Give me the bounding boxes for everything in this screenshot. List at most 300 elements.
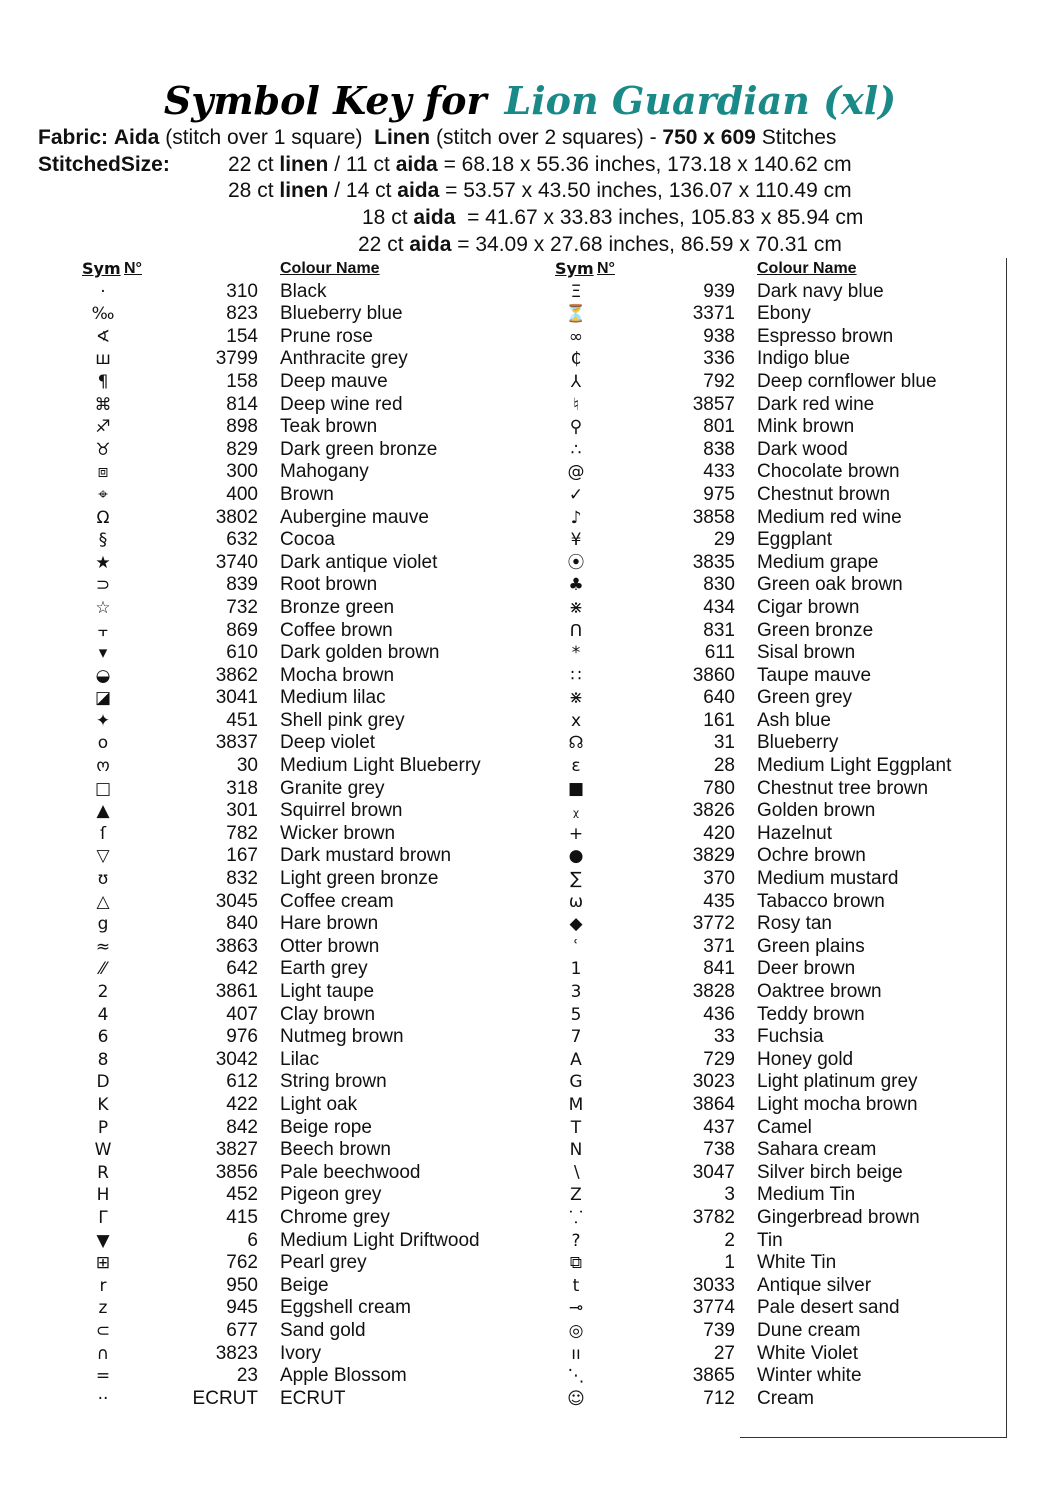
number-cell: 801 xyxy=(703,416,735,438)
header-sym: Sym xyxy=(82,259,121,278)
table-row xyxy=(82,326,520,349)
number-cell: 3774 xyxy=(692,1297,735,1319)
table-row xyxy=(82,348,520,371)
colour-name-cell: Medium Tin xyxy=(757,1184,856,1206)
symbol-cell: ▾ xyxy=(98,643,108,664)
colour-name-cell: Beige rope xyxy=(280,1116,372,1138)
number-cell: 3835 xyxy=(692,551,735,573)
table-row xyxy=(82,552,520,575)
number-cell: 3033 xyxy=(692,1274,735,1296)
colour-name-cell: Brown xyxy=(280,483,334,505)
size-text: 22 ct xyxy=(358,233,410,256)
number-cell: 371 xyxy=(703,935,735,957)
table-row xyxy=(82,710,520,733)
symbol-cell: ★ xyxy=(95,552,111,573)
table-row xyxy=(555,800,997,823)
symbol-table-right xyxy=(555,258,997,1410)
number-cell: 677 xyxy=(226,1319,258,1341)
fabric-line xyxy=(38,126,836,150)
number-cell: 3856 xyxy=(215,1161,258,1183)
table-row xyxy=(82,416,520,439)
table-row xyxy=(82,913,520,936)
number-cell: 318 xyxy=(226,777,258,799)
number-cell: 3740 xyxy=(215,551,258,573)
table-row xyxy=(555,958,997,981)
number-cell: 3864 xyxy=(692,1093,735,1115)
colour-name-cell: Chestnut tree brown xyxy=(757,777,929,799)
number-cell: 451 xyxy=(226,709,258,731)
colour-name-cell: White Violet xyxy=(757,1342,859,1364)
colour-name-cell: Earth grey xyxy=(280,958,368,980)
table-row xyxy=(82,507,520,530)
table-row xyxy=(82,1320,520,1343)
table-row xyxy=(555,461,997,484)
symbol-cell: H xyxy=(96,1185,110,1206)
page-title xyxy=(0,78,1060,123)
number-cell: 830 xyxy=(703,574,735,596)
table-row xyxy=(82,891,520,914)
table-row xyxy=(555,732,997,755)
table-row xyxy=(82,665,520,688)
symbol-cell: t xyxy=(572,1275,580,1296)
symbol-cell: · xyxy=(100,281,106,302)
number-cell: 29 xyxy=(713,529,735,551)
symbol-cell: M xyxy=(568,1094,584,1115)
symbol-cell: ⅄ xyxy=(570,371,582,392)
table-row xyxy=(82,371,520,394)
number-cell: 435 xyxy=(703,890,735,912)
table-row xyxy=(82,1071,520,1094)
table-row xyxy=(555,1139,997,1162)
colour-name-cell: Deer brown xyxy=(757,958,856,980)
symbol-cell: ‰ xyxy=(91,304,115,325)
symbol-cell: ⦿ xyxy=(567,552,585,573)
table-row xyxy=(555,1388,997,1411)
colour-name-cell: Deep cornflower blue xyxy=(757,370,937,392)
symbol-cell: ∑ xyxy=(570,869,582,890)
colour-name-cell: Mahogany xyxy=(280,461,369,483)
table-row xyxy=(555,1004,997,1027)
symbol-cell: Γ xyxy=(98,1207,108,1228)
symbol-cell: @ xyxy=(567,462,585,483)
symbol-cell: △ xyxy=(96,891,110,912)
colour-name-cell: Deep violet xyxy=(280,732,376,754)
colour-name-cell: Aubergine mauve xyxy=(280,506,429,528)
size-value: = 68.18 x 55.36 inches, 173.18 x 140.62 cm xyxy=(437,153,852,176)
table-row xyxy=(82,868,520,891)
number-cell: 3047 xyxy=(692,1161,735,1183)
number-cell: 3826 xyxy=(692,800,735,822)
number-cell: 161 xyxy=(703,709,735,731)
table-header-row xyxy=(555,258,997,281)
colour-name-cell: Dark wood xyxy=(757,438,848,460)
colour-name-cell: Fuchsia xyxy=(757,1026,824,1048)
number-cell: 976 xyxy=(226,1026,258,1048)
number-cell: 829 xyxy=(226,438,258,460)
colour-name-cell: Light mocha brown xyxy=(757,1093,918,1115)
colour-name-cell: Coffee cream xyxy=(280,890,394,912)
symbol-cell: ʿ xyxy=(573,936,579,957)
number-cell: 452 xyxy=(226,1184,258,1206)
table-row xyxy=(82,958,520,981)
colour-name-cell: Espresso brown xyxy=(757,325,894,347)
number-cell: 611 xyxy=(704,642,735,664)
colour-name-cell: Honey gold xyxy=(757,1048,854,1070)
symbol-cell: ♉ xyxy=(95,439,111,460)
symbol-cell: ∞ xyxy=(568,326,584,347)
number-cell: 3857 xyxy=(692,393,735,415)
colour-name-cell: Pigeon grey xyxy=(280,1184,382,1206)
table-row xyxy=(82,1139,520,1162)
colour-name-cell: ECRUT xyxy=(280,1387,346,1409)
header-colour-name: Colour Name xyxy=(757,260,857,277)
number-cell: 433 xyxy=(703,461,735,483)
symbol-cell: ? xyxy=(571,1230,581,1251)
number-cell: 945 xyxy=(226,1297,258,1319)
table-row xyxy=(555,1162,997,1185)
symbol-cell: N xyxy=(569,1140,583,1161)
colour-name-cell: Oaktree brown xyxy=(757,981,882,1002)
symbol-cell: ⸪ xyxy=(569,1207,583,1228)
table-row xyxy=(82,687,520,710)
number-cell: 640 xyxy=(703,687,735,709)
symbol-cell: ⌘ xyxy=(94,394,112,415)
colour-name-cell: Chestnut brown xyxy=(757,483,891,505)
table-row xyxy=(82,1049,520,1072)
number-cell: 612 xyxy=(226,1071,258,1093)
colour-name-cell: Ash blue xyxy=(757,709,831,731)
number-cell: 310 xyxy=(226,280,258,302)
number-cell: 33 xyxy=(713,1026,735,1048)
number-cell: 436 xyxy=(703,1003,735,1025)
size-text: / 14 ct xyxy=(328,179,398,202)
table-row xyxy=(555,778,997,801)
number-cell: 975 xyxy=(703,483,735,505)
number-cell: 632 xyxy=(226,529,258,551)
colour-name-cell: Blueberry xyxy=(757,732,839,754)
number-cell: 738 xyxy=(703,1139,735,1161)
colour-name-cell: Blueberry blue xyxy=(280,303,403,325)
table-row xyxy=(82,597,520,620)
number-cell: 712 xyxy=(703,1387,735,1409)
symbol-cell: = xyxy=(95,1366,111,1387)
number-cell: 1 xyxy=(724,1252,735,1274)
number-cell: 610 xyxy=(226,642,258,664)
size-fabric: aida xyxy=(395,153,438,176)
symbol-cell: ⧉ xyxy=(569,1253,583,1274)
symbol-cell: ⋇ xyxy=(568,597,584,618)
number-cell: 840 xyxy=(226,913,258,935)
symbol-cell: 1 xyxy=(570,959,582,980)
number-cell: 420 xyxy=(703,822,735,844)
number-cell: 950 xyxy=(226,1274,258,1296)
colour-name-cell: String brown xyxy=(280,1071,387,1093)
colour-name-cell: Hazelnut xyxy=(757,822,832,844)
colour-name-cell: Mocha brown xyxy=(280,664,395,686)
table-row xyxy=(555,348,997,371)
stitched-size-label: StitchedSize: xyxy=(38,153,170,176)
colour-name-cell: Wicker brown xyxy=(280,822,396,844)
symbol-cell: ſ xyxy=(100,823,106,844)
size-fabric: aida xyxy=(397,179,440,202)
number-cell: 842 xyxy=(226,1116,258,1138)
symbol-cell: ш xyxy=(95,349,111,370)
colour-name-cell: Clay brown xyxy=(280,1003,376,1025)
table-row xyxy=(555,913,997,936)
colour-name-cell: Light oak xyxy=(280,1093,358,1115)
table-header-row xyxy=(82,258,520,281)
number-cell: 158 xyxy=(226,370,258,392)
table-row xyxy=(555,1365,997,1388)
colour-name-cell: Eggplant xyxy=(757,529,833,551)
table-row xyxy=(555,1320,997,1343)
pattern-name: Lion Guardian (xl) xyxy=(504,78,897,123)
number-cell: 939 xyxy=(703,280,735,302)
number-cell: 27 xyxy=(713,1342,735,1364)
colour-name-cell: Beige xyxy=(280,1274,329,1296)
table-row xyxy=(82,823,520,846)
symbol-cell: R xyxy=(97,1162,109,1183)
stitch-suffix: Stitches xyxy=(761,126,837,149)
colour-name-cell: Prune rose xyxy=(280,325,373,347)
colour-name-cell: Tin xyxy=(757,1229,783,1251)
table-row xyxy=(82,620,520,643)
colour-name-cell: Apple Blossom xyxy=(280,1365,407,1387)
colour-name-cell: Indigo blue xyxy=(757,348,850,370)
symbol-cell: z xyxy=(98,1298,108,1319)
symbol-cell: T xyxy=(570,1117,582,1138)
colour-name-cell: Ochre brown xyxy=(757,845,866,867)
table-row xyxy=(555,529,997,552)
colour-name-cell: Green bronze xyxy=(757,619,874,641)
colour-name-cell: Lilac xyxy=(280,1048,320,1070)
symbol-cell: r xyxy=(99,1275,107,1296)
symbol-cell: ɛ xyxy=(571,756,581,777)
number-cell: 3860 xyxy=(692,664,735,686)
bottom-border-line xyxy=(740,1437,1007,1438)
colour-name-cell: Rosy tan xyxy=(757,913,832,935)
number-cell: 782 xyxy=(226,822,258,844)
number-cell: 434 xyxy=(703,596,735,618)
symbol-cell: ⏳ xyxy=(565,304,587,325)
fabric-label: Fabric: xyxy=(38,126,109,149)
size-line-4 xyxy=(358,233,842,257)
table-row xyxy=(555,1184,997,1207)
symbol-cell: ⧈ xyxy=(97,462,109,483)
header-number: N° xyxy=(124,260,142,277)
number-cell: 31 xyxy=(713,732,735,754)
table-row xyxy=(555,845,997,868)
table-row xyxy=(555,710,997,733)
fabric-aida-note: (stitch over 1 square) xyxy=(165,126,363,149)
number-cell: 422 xyxy=(226,1093,258,1115)
symbol-cell: ∴ xyxy=(570,439,582,460)
symbol-cell: Ξ xyxy=(570,281,582,302)
symbol-cell: ∩ xyxy=(96,1343,110,1364)
table-row xyxy=(82,574,520,597)
symbol-cell: ♐ xyxy=(95,417,111,438)
table-row xyxy=(82,529,520,552)
number-cell: 3837 xyxy=(215,732,258,754)
table-row xyxy=(555,303,997,326)
colour-name-cell: Medium grape xyxy=(757,551,879,573)
number-cell: 415 xyxy=(226,1206,258,1228)
colour-name-cell: Medium lilac xyxy=(280,687,386,709)
symbol-cell: G xyxy=(569,1072,583,1093)
table-row xyxy=(555,326,997,349)
colour-name-cell: Dune cream xyxy=(757,1319,861,1341)
number-cell: 23 xyxy=(236,1365,258,1387)
table-row xyxy=(555,687,997,710)
symbol-cell: ıı xyxy=(571,1343,581,1364)
number-cell: 3827 xyxy=(215,1139,258,1161)
symbol-cell: Ω xyxy=(96,507,110,528)
size-fabric: linen xyxy=(279,153,329,176)
fabric-linen-note: (stitch over 2 squares) - xyxy=(435,126,657,149)
table-row xyxy=(82,1230,520,1253)
number-cell: 832 xyxy=(226,868,258,890)
colour-name-cell: Chrome grey xyxy=(280,1206,390,1228)
number-cell: 336 xyxy=(703,348,735,370)
table-row xyxy=(555,507,997,530)
colour-name-cell: Beech brown xyxy=(280,1139,391,1161)
table-row xyxy=(555,981,997,1004)
symbol-cell: x xyxy=(570,710,582,731)
symbol-cell: Z xyxy=(570,1185,582,1206)
colour-name-cell: Granite grey xyxy=(280,777,385,799)
number-cell: 3799 xyxy=(215,348,258,370)
colour-name-cell: Light green bronze xyxy=(280,868,439,890)
symbol-cell: ᑎ xyxy=(569,620,583,641)
number-cell: 3802 xyxy=(215,506,258,528)
table-row xyxy=(82,1094,520,1117)
symbol-cell: ☆ xyxy=(95,597,111,618)
colour-name-cell: Green grey xyxy=(757,687,853,709)
colour-name-cell: Pale desert sand xyxy=(757,1297,900,1319)
symbol-cell: ⊞ xyxy=(95,1253,111,1274)
number-cell: 400 xyxy=(226,483,258,505)
colour-name-cell: Root brown xyxy=(280,574,378,596)
colour-name-cell: Ebony xyxy=(757,303,811,325)
colour-name-cell: Sisal brown xyxy=(757,642,856,664)
table-row xyxy=(82,1162,520,1185)
colour-name-cell: Silver birch beige xyxy=(757,1161,903,1183)
symbol-table-left xyxy=(82,258,520,1410)
colour-name-cell: Medium Light Eggplant xyxy=(757,755,952,777)
table-row xyxy=(555,1207,997,1230)
table-row xyxy=(555,1094,997,1117)
table-row xyxy=(555,823,997,846)
table-row xyxy=(555,439,997,462)
symbol-cell: A xyxy=(570,1049,582,1070)
number-cell: 300 xyxy=(226,461,258,483)
size-text: 22 ct xyxy=(228,153,280,176)
colour-name-cell: Dark golden brown xyxy=(280,642,440,664)
fabric-linen: Linen xyxy=(374,126,431,149)
symbol-cell: □ xyxy=(94,778,112,799)
right-border-line xyxy=(1006,258,1007,1438)
symbol-cell: ♪ xyxy=(570,507,582,528)
symbol-cell: D xyxy=(96,1072,110,1093)
colour-name-cell: Ivory xyxy=(280,1342,322,1364)
table-row xyxy=(82,484,520,507)
colour-name-cell: Dark green bronze xyxy=(280,438,438,460)
symbol-cell: ▽ xyxy=(96,846,110,867)
colour-name-cell: Hare brown xyxy=(280,913,379,935)
table-row xyxy=(82,1388,520,1411)
number-cell: 3 xyxy=(724,1184,735,1206)
number-cell: 642 xyxy=(226,958,258,980)
number-cell: 3829 xyxy=(692,845,735,867)
size-value: = 41.67 x 33.83 inches, 105.83 x 85.94 cm xyxy=(455,206,864,229)
symbol-cell: 4 xyxy=(97,1004,109,1025)
size-line-3 xyxy=(362,206,863,230)
table-row xyxy=(555,371,997,394)
colour-name-cell: Antique silver xyxy=(757,1274,872,1296)
table-row xyxy=(555,552,997,575)
number-cell: 839 xyxy=(226,574,258,596)
table-row xyxy=(555,1343,997,1366)
table-row xyxy=(82,439,520,462)
symbol-cell: ◎ xyxy=(568,1320,584,1341)
number-cell: 3041 xyxy=(215,687,258,709)
symbol-cell: ⊸ xyxy=(568,1298,584,1319)
colour-name-cell: Eggshell cream xyxy=(280,1297,411,1319)
symbol-cell: ⋱ xyxy=(567,1366,585,1387)
table-row xyxy=(555,574,997,597)
number-cell: 739 xyxy=(703,1319,735,1341)
table-row xyxy=(555,484,997,507)
colour-name-cell: Cocoa xyxy=(280,529,335,551)
table-row xyxy=(82,1026,520,1049)
symbol-cell: ∢ xyxy=(95,326,111,347)
table-row xyxy=(82,281,520,304)
symbol-cell: ☺ xyxy=(567,1388,585,1409)
number-cell: 780 xyxy=(703,777,735,799)
number-cell: 3865 xyxy=(692,1365,735,1387)
colour-name-cell: Green plains xyxy=(757,935,865,957)
colour-name-cell: Sahara cream xyxy=(757,1139,877,1161)
colour-name-cell: Mink brown xyxy=(757,416,855,438)
symbol-cell: ⋇ xyxy=(568,688,584,709)
table-row xyxy=(82,1117,520,1140)
table-row xyxy=(555,755,997,778)
table-row xyxy=(555,868,997,891)
symbol-cell: ო xyxy=(96,756,110,777)
colour-name-cell: Dark navy blue xyxy=(757,280,884,302)
symbol-cell: 8 xyxy=(97,1049,109,1070)
number-cell: 3828 xyxy=(692,981,735,1002)
number-cell: 938 xyxy=(703,325,735,347)
header-sym: Sym xyxy=(555,259,594,278)
number-cell: 838 xyxy=(703,438,735,460)
colour-name-cell: White Tin xyxy=(757,1252,837,1274)
colour-name-cell: Black xyxy=(280,280,327,302)
symbol-cell: ¶ xyxy=(97,371,109,392)
symbol-cell: ✓ xyxy=(568,484,584,505)
number-cell: 792 xyxy=(703,370,735,392)
number-cell: 898 xyxy=(226,416,258,438)
table-row xyxy=(82,461,520,484)
table-row xyxy=(82,642,520,665)
symbol-cell: K xyxy=(97,1094,109,1115)
number-cell: 3863 xyxy=(215,935,258,957)
symbol-cell: § xyxy=(98,530,108,551)
symbol-cell: o xyxy=(97,733,109,754)
colour-name-cell: Medium red wine xyxy=(757,506,902,528)
number-cell: 301 xyxy=(226,800,258,822)
colour-name-cell: Camel xyxy=(757,1116,812,1138)
